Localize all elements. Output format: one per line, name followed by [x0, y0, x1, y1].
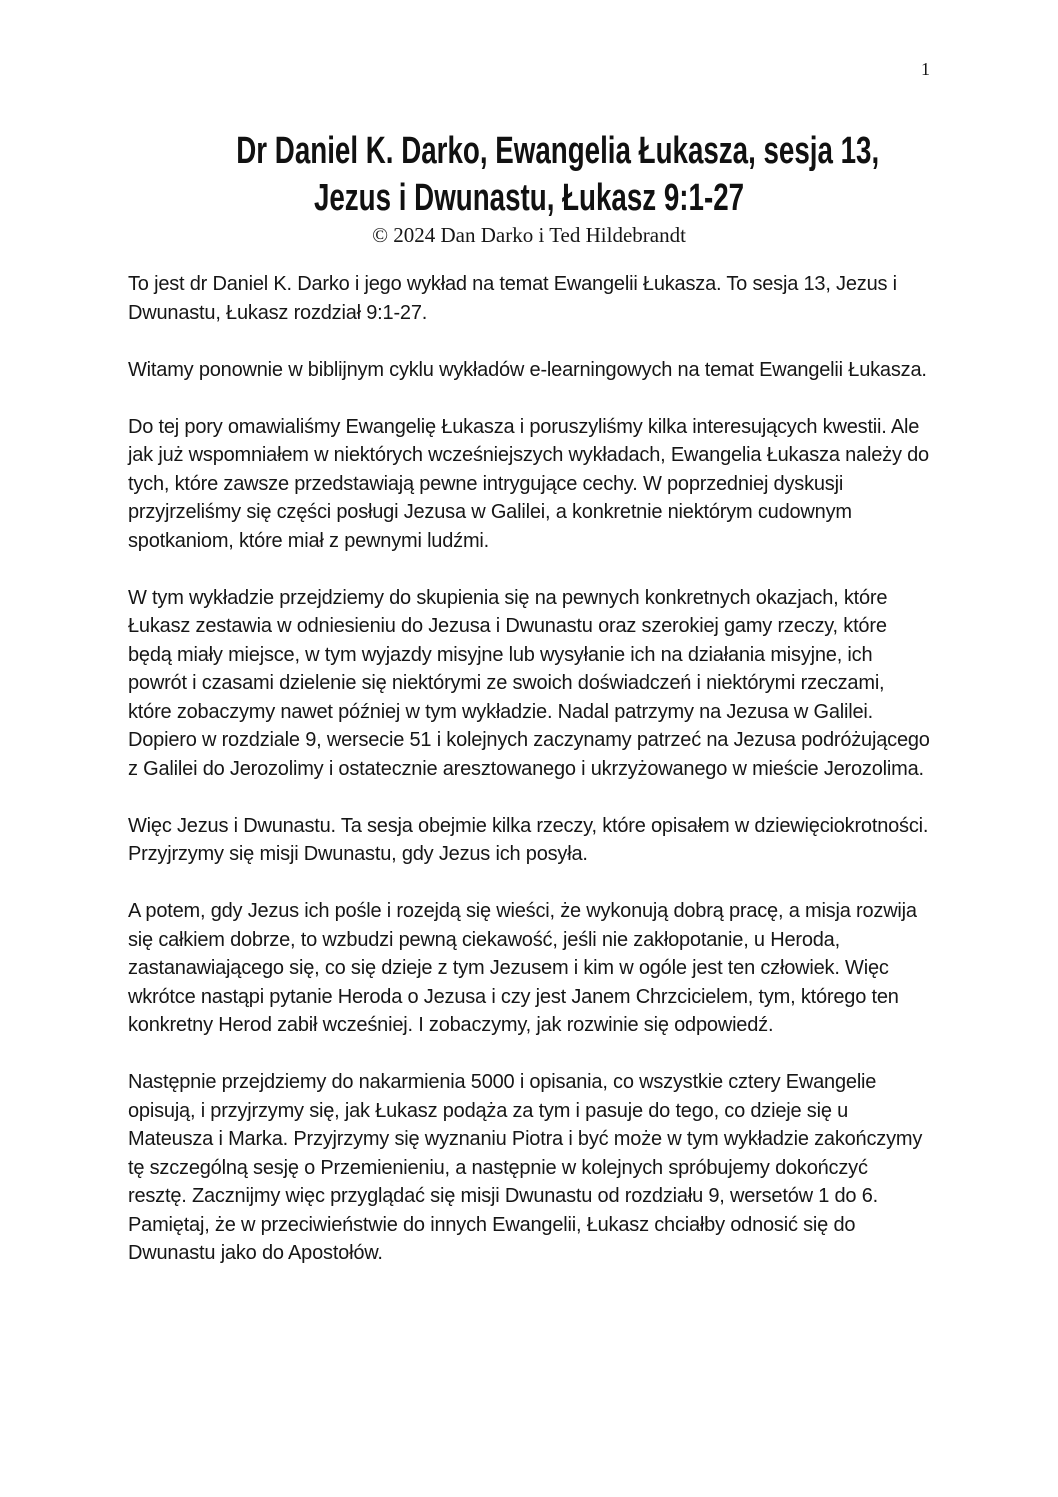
paragraph-feeding-5000: Następnie przejdziemy do nakarmienia 5000 i opisania, co wszystkie cztery Ewangelie opisują, i przyjrzymy się, jak Łukasz podąża za tym i pasuje do tego, co dzieje się u Mateusza i Marka. Przyjrzymy się wyznaniu Piotra i być może w tym wykładzie zakończymy tę szczególną sesję o Przemienieniu, a następnie w kolejnych spróbujemy dokończyć resztę. Zacznijmy więc przyglądać się misji Dwunastu od rozdziału 9, wersetów 1 do 6. Pamiętaj, że w przeciwieństwie do innych Ewangelii, Łukasz chciałby odnosić się do Dwunastu jako do Apostołów.: [128, 1071, 923, 1264]
title-line-2: Jezus i Dwunastu, Łukasz 9:1-27: [313, 177, 745, 219]
document-title: [128, 128, 930, 222]
paragraph-recap: Do tej pory omawialiśmy Ewangelię Łukasza i poruszyliśmy kilka interesujących kwestii. Ale jak już wspomniałem w niektórych wcześniejszych wykładach, Ewangelia Łukasza należy do tych, które zawsze przedstawiają pewne intrygujące cechy. W poprzedniej dyskusji przyjrzeliśmy się części posługi Jezusa w Galilei, a konkretnie niektórym cudownym spotkaniom, które miał z pewnymi ludźmi.: [128, 415, 929, 552]
page-number: 1: [921, 59, 930, 79]
paragraph-welcome: Witamy ponownie w biblijnym cyklu wykładów e-learningowych na temat Ewangelii Łukasza.: [128, 358, 927, 381]
copyright-line: © 2024 Dan Darko i Ted Hildebrandt: [372, 223, 686, 247]
title-line-1: Dr Daniel K. Darko, Ewangelia Łukasza, sesja 13,: [236, 130, 880, 172]
paragraph-session-overview: Więc Jezus i Dwunastu. Ta sesja obejmie kilka rzeczy, które opisałem w dziewięciokrotności. Przyjrzymy się misji Dwunastu, gdy Jezus ich posyła.: [128, 814, 929, 865]
paragraph-lecture-focus: W tym wykładzie przejdziemy do skupienia się na pewnych konkretnych okazjach, które Łukasz zestawia w odniesieniu do Jezusa i Dwunastu oraz szerokiej gamy rzeczy, które będą miały miejsce, w tym wyjazdy misyjne lub wysyłanie ich na działania misyjne, ich powrót i czasami dzielenie się niektórymi ze swoich doświadczeń i niektórymi rzeczami, które zobaczymy nawet później w tym wykładzie. Nadal patrzymy na Jezusa w Galilei. Dopiero w rozdziale 9, wersecie 51 i kolejnych zaczynamy patrzeć na Jezusa podróżującego z Galilei do Jerozolimy i ostatecznie aresztowanego i ukrzyżowanego w mieście Jerozolima.: [128, 586, 930, 780]
paragraph-herod: A potem, gdy Jezus ich pośle i rozejdą się wieści, że wykonują dobrą pracę, a misja rozwija się całkiem dobrze, to wzbudzi pewną ciekawość, jeśli nie zakłopotanie, u Heroda, zastanawiającego się, co się dzieje z tym Jezusem i kim w ogóle jest ten człowiek. Więc wkrótce nastąpi pytanie Heroda o Jezusa i czy jest Janem Chrzcicielem, tym, którego ten konkretny Herod zabił wcześniej. I zobaczymy, jak rozwinie się odpowiedź.: [128, 900, 917, 1036]
paragraph-intro: To jest dr Daniel K. Darko i jego wykład na temat Ewangelii Łukasza. To sesja 13, Jezus i Dwunastu, Łukasz rozdział 9:1-27.: [128, 273, 897, 324]
document-body: [128, 270, 930, 1268]
